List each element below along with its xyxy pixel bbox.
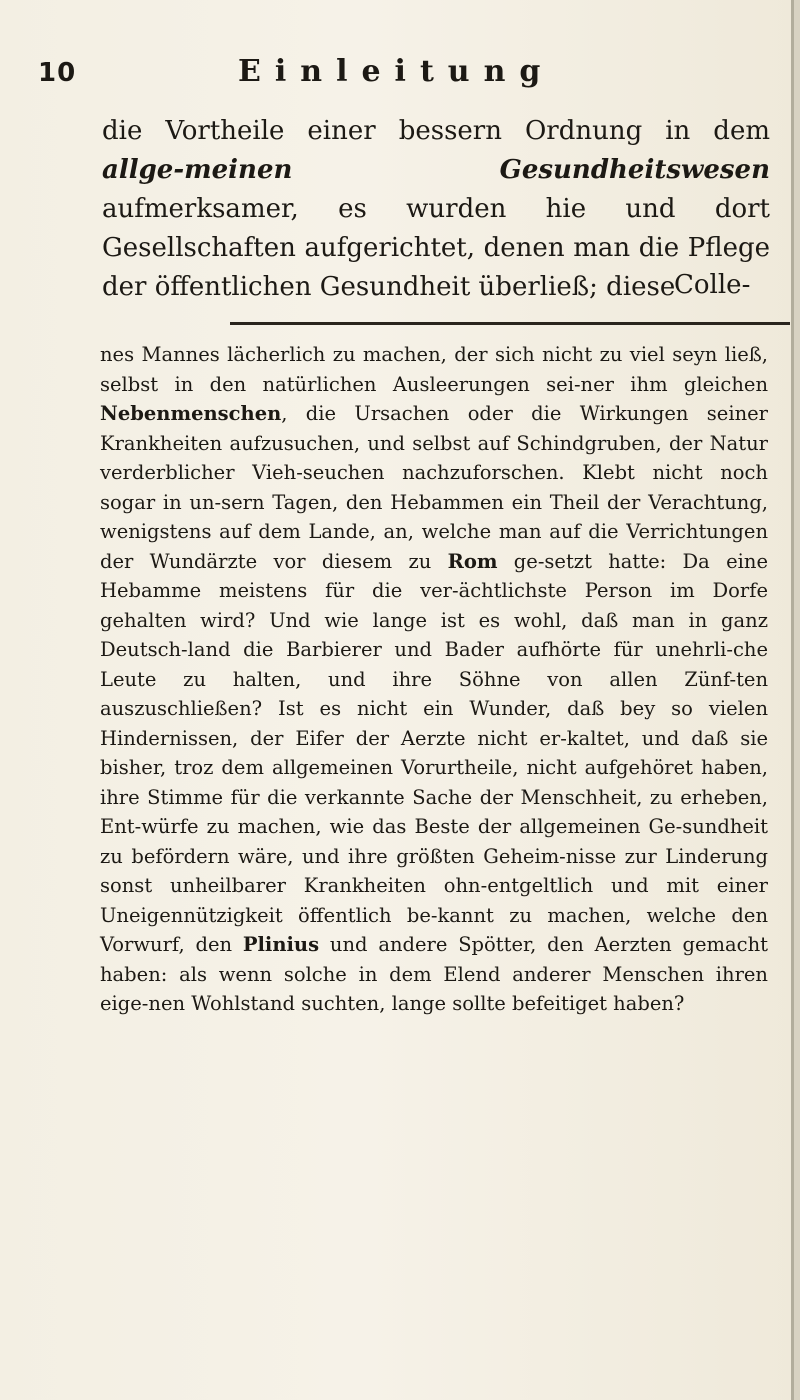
footnote-paragraph [100, 340, 768, 1019]
footnote-part-3: ge-setzt hatte: Da eine Hebamme meistens für die ver-ächtlichste Person im Dorfe gehalten wird? Und wie lange ist es wohl, daß man in ganz Deutsch-land die Barbierer und Bader aufhörte für unehrli-che Leute zu halten, und ihre Söhne von allen Zünf-ten auszuschließen? Ist es nicht ein Wunder, daß bey so vielen Hindernissen, der Eifer der Aerzte nicht er-kaltet, und daß sie bisher, troz dem allgemeinen Vorurtheile, nicht aufgehöret haben, ihre Stimme für die verkannte Sache der Menschheit, zu erheben, Ent-würfe zu machen, wie das Beste der allgemeinen Ge-sundheit zu befördern wäre, und ihre größten Geheim-nisse zur Linderung sonst unheilbarer Krankheiten ohn-entgeltlich und mit einer Uneigennützigkeit öffentlich be-kannt zu machen, welche den Vorwurf, den [100, 549, 768, 956]
footnote-part-4: und andere Spötter, den Aerzten gemacht haben: als wenn solche in dem Elend anderer Menschen ihren eige-nen Wohlstand suchten, lange sollte befeitiget haben? [100, 933, 768, 1015]
page-edge-shadow [794, 0, 800, 1400]
footnote-emphasis-3: Plinius [242, 933, 320, 956]
catchword: Colle- [674, 270, 751, 300]
footnote-part-2: , die Ursachen oder die Wirkungen seiner Krankheiten aufzusuchen, und selbst auf Schindgruben, der Natur verderblicher Vieh-seuchen nachzuforschen. Klebt nicht noch sogar in un-sern Tagen, den Hebammen ein Theil der Verachtung, wenigstens auf dem Lande, an, welche man auf die Verrichtungen der Wundärzte vor diesem zu [100, 402, 768, 573]
main-paragraph [102, 112, 770, 307]
footnote-emphasis-2: Rom [447, 549, 498, 573]
footnote-part-1: nes Mannes lächerlich zu machen, der sich nicht zu viel seyn ließ, selbst in den natürlichen Ausleerungen sei-ner ihm gleichen [100, 343, 768, 396]
page-header [0, 40, 800, 100]
running-title: Einleitung [238, 54, 555, 89]
footnote-emphasis-1: Nebenmenschen [100, 402, 282, 425]
main-text [102, 112, 770, 307]
footnote [100, 340, 768, 1019]
footnote-separator [230, 322, 790, 325]
emphasized-phrase: allge-meinen Gesundheitswesen [102, 155, 770, 185]
main-text-part-1: die Vortheile einer bessern Ordnung in dem [102, 116, 770, 146]
page-number: 10 [38, 58, 77, 88]
main-text-part-2: aufmerksamer, es wurden hie und dort Gesellschaften aufgerichtet, denen man die Pflege der öffentlichen Gesundheit überließ; diese [102, 194, 770, 302]
page-edge-line [791, 0, 794, 1400]
